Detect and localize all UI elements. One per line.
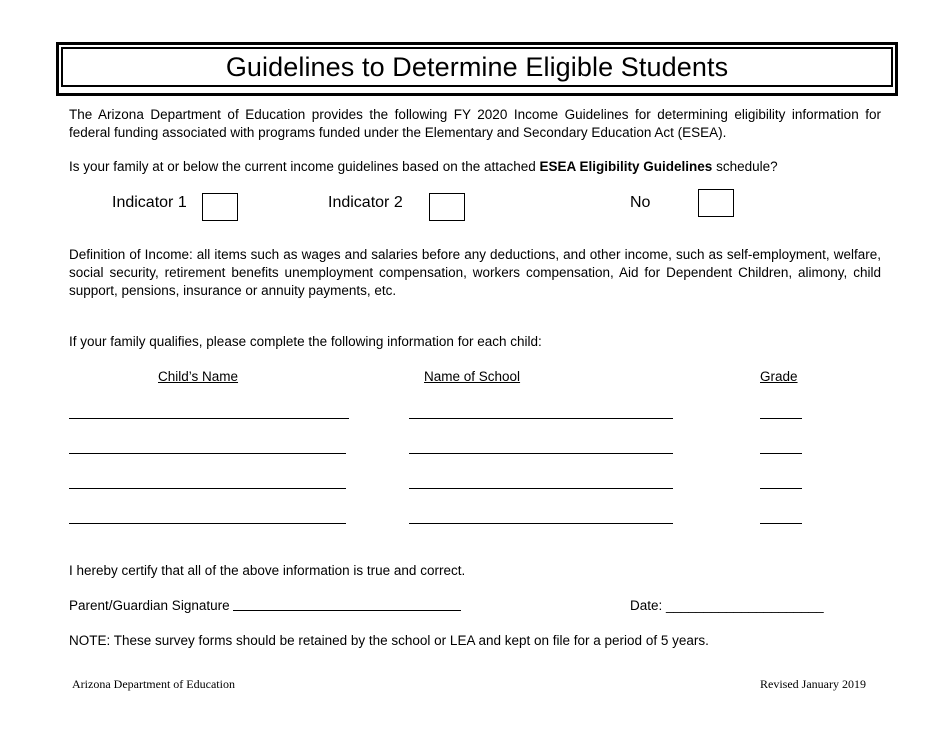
school-name-field-2[interactable] bbox=[409, 453, 673, 454]
income-definition: Definition of Income: all items such as wages and salaries before any deductions, and other income, such as self-employment, welfare, social security, retirement benefits unemployment compensation, workers compensation, Aid for Dependent Children, alimony, child support, pensions, insurance or annuity payments, etc. bbox=[69, 247, 881, 298]
question-text-before: Is your family at or below the current income guidelines based on the attached bbox=[69, 159, 540, 174]
certification-statement: I hereby certify that all of the above information is true and correct. bbox=[69, 563, 466, 578]
signature-label: Parent/Guardian Signature bbox=[69, 598, 230, 613]
grade-header: Grade bbox=[760, 369, 798, 384]
indicator-2-checkbox[interactable] bbox=[429, 193, 465, 221]
grade-field-3[interactable] bbox=[760, 488, 802, 489]
child-name-field-4[interactable] bbox=[69, 523, 346, 524]
child-name-field-1[interactable] bbox=[69, 418, 349, 419]
grade-field-2[interactable] bbox=[760, 453, 802, 454]
page-title: Guidelines to Determine Eligible Students bbox=[225, 51, 729, 82]
indicator-1-label: Indicator 1 bbox=[112, 194, 187, 211]
title-inner-border bbox=[61, 47, 893, 87]
title-box bbox=[56, 42, 898, 96]
grade-field-1[interactable] bbox=[760, 418, 802, 419]
indicator-2-label: Indicator 2 bbox=[328, 194, 403, 211]
qualify-instructions: If your family qualifies, please complete the following information for each child: bbox=[69, 334, 542, 349]
retention-note: NOTE: These survey forms should be retained by the school or LEA and kept on file for a period of 5 years. bbox=[69, 633, 709, 648]
eligibility-question bbox=[69, 158, 778, 176]
footer-organization: Arizona Department of Education bbox=[72, 677, 235, 691]
intro-paragraph: The Arizona Department of Education provides the following FY 2020 Income Guidelines for determining eligibility information for federal funding associated with programs funded under the Elementary and Secondary Education Act (ESEA). bbox=[69, 107, 881, 140]
no-checkbox[interactable] bbox=[698, 189, 734, 217]
child-name-field-3[interactable] bbox=[69, 488, 346, 489]
no-label: No bbox=[630, 194, 651, 211]
footer-revision-date: Revised January 2019 bbox=[760, 677, 866, 691]
child-name-field-2[interactable] bbox=[69, 453, 346, 454]
child-name-header: Child’s Name bbox=[158, 369, 239, 384]
indicator-1-checkbox[interactable] bbox=[202, 193, 238, 221]
school-name-field-1[interactable] bbox=[409, 418, 673, 419]
date-field[interactable]: Date: _____________________ bbox=[630, 598, 824, 613]
signature-field[interactable] bbox=[233, 610, 461, 611]
question-text-after: schedule? bbox=[712, 159, 778, 174]
question-text-bold: ESEA Eligibility Guidelines bbox=[539, 159, 713, 174]
school-name-field-3[interactable] bbox=[409, 488, 673, 489]
grade-field-4[interactable] bbox=[760, 523, 802, 524]
school-name-field-4[interactable] bbox=[409, 523, 673, 524]
school-name-header: Name of School bbox=[424, 369, 521, 384]
